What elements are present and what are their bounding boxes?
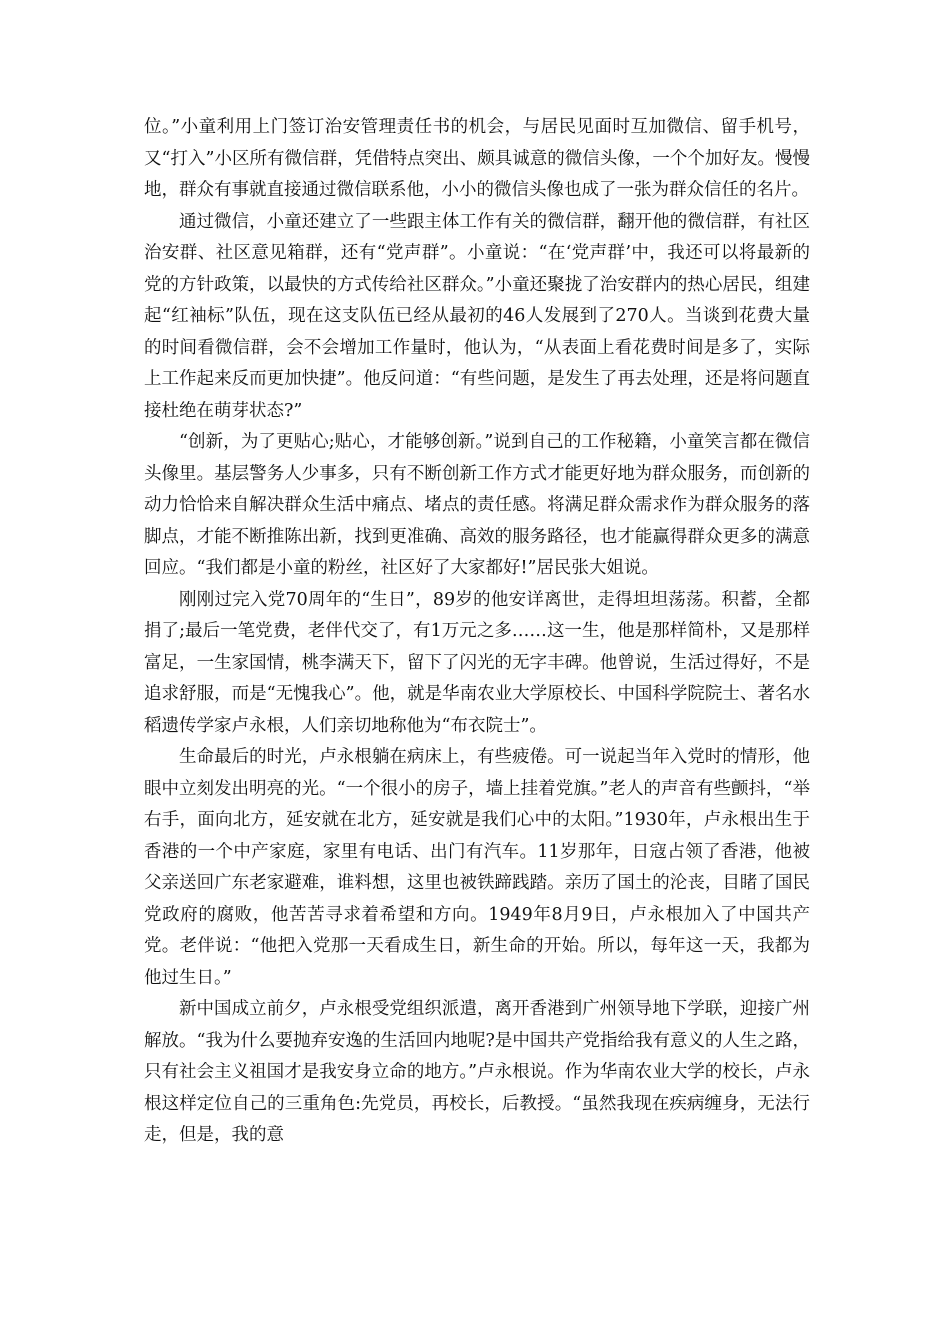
paragraph-1: 位。”小童利用上门签订治安管理责任书的机会，与居民见面时互加微信、留手机号，又“打入”小区所有微信群，凭借特点突出、颇具诚意的微信头像，一个个加好友。慢慢地，群众有事就直接通过微信联系他，小小的微信头像也成了一张为群众信任的名片。	[144, 117, 810, 200]
paragraph-4: 刚刚过完入党70周年的“生日”，89岁的他安详离世，走得坦坦荡荡。积蓄，全都捐了;最后一笔党费，老伴代交了，有1万元之多……这一生，他是那样简朴，又是那样富足，一生家国情，桃李满天下，留下了闪光的无字丰碑。他曾说，生活过得好，不是追求舒服，而是“无愧我心”。他，就是华南农业大学原校长、中国科学院院士、著名水稻遗传学家卢永根，人们亲切地称他为“布衣院士”。	[144, 589, 810, 736]
paragraph-6: 新中国成立前夕，卢永根受党组织派遣，离开香港到广州领导地下学联，迎接广州解放。“我为什么要抛弃安逸的生活回内地呢?是中国共产党指给我有意义的人生之路，只有社会主义祖国才是我安身立命的地方。”卢永根说。作为华南农业大学的校长，卢永根这样定位自己的三重角色:先党员，再校长，后教授。“虽然我现在疾病缠身，无法行走，但是，我的意	[144, 999, 810, 1145]
paragraph-2: 通过微信，小童还建立了一些跟主体工作有关的微信群，翻开他的微信群，有社区治安群、社区意见箱群，还有“党声群”。小童说：“在‘党声群’中，我还可以将最新的党的方针政策，以最快的方式传给社区群众。”小童还聚拢了治安群内的热心居民，组建起“红袖标”队伍，现在这支队伍已经从最初的46人发展到了270人。当谈到花费大量的时间看微信群，会不会增加工作量时，他认为，“从表面上看花费时间是多了，实际上工作起来反而更加快捷”。他反问道：“有些问题，是发生了再去处理，还是将问题直接杜绝在萌芽状态?”	[144, 211, 810, 421]
body-text	[144, 112, 810, 1152]
paragraph-5: 生命最后的时光，卢永根躺在病床上，有些疲倦。可一说起当年入党时的情形，他眼中立刻发出明亮的光。“一个很小的房子，墙上挂着党旗。”老人的声音有些颤抖，“举右手，面向北方，延安就在北方，延安就是我们心中的太阳。”1930年，卢永根出生于香港的一个中产家庭，家里有电话、出门有汽车。11岁那年，日寇占领了香港，他被父亲送回广东老家避难，谁料想，这里也被铁蹄践踏。亲历了国土的沦丧，目睹了国民党政府的腐败，他苦苦寻求着希望和方向。1949年8月9日，卢永根加入了中国共产党。老伴说：“他把入党那一天看成生日，新生命的开始。所以，每年这一天，我都为他过生日。”	[144, 747, 810, 988]
paragraph-3: “创新，为了更贴心;贴心，才能够创新。”说到自己的工作秘籍，小童笑言都在微信头像里。基层警务人少事多，只有不断创新工作方式才能更好地为群众服务，而创新的动力恰恰来自解决群众生活中痛点、堵点的责任感。将满足群众需求作为群众服务的落脚点，才能不断推陈出新，找到更准确、高效的服务路径，也才能赢得群众更多的满意回应。“我们都是小童的粉丝，社区好了大家都好!”居民张大姐说。	[144, 432, 810, 578]
